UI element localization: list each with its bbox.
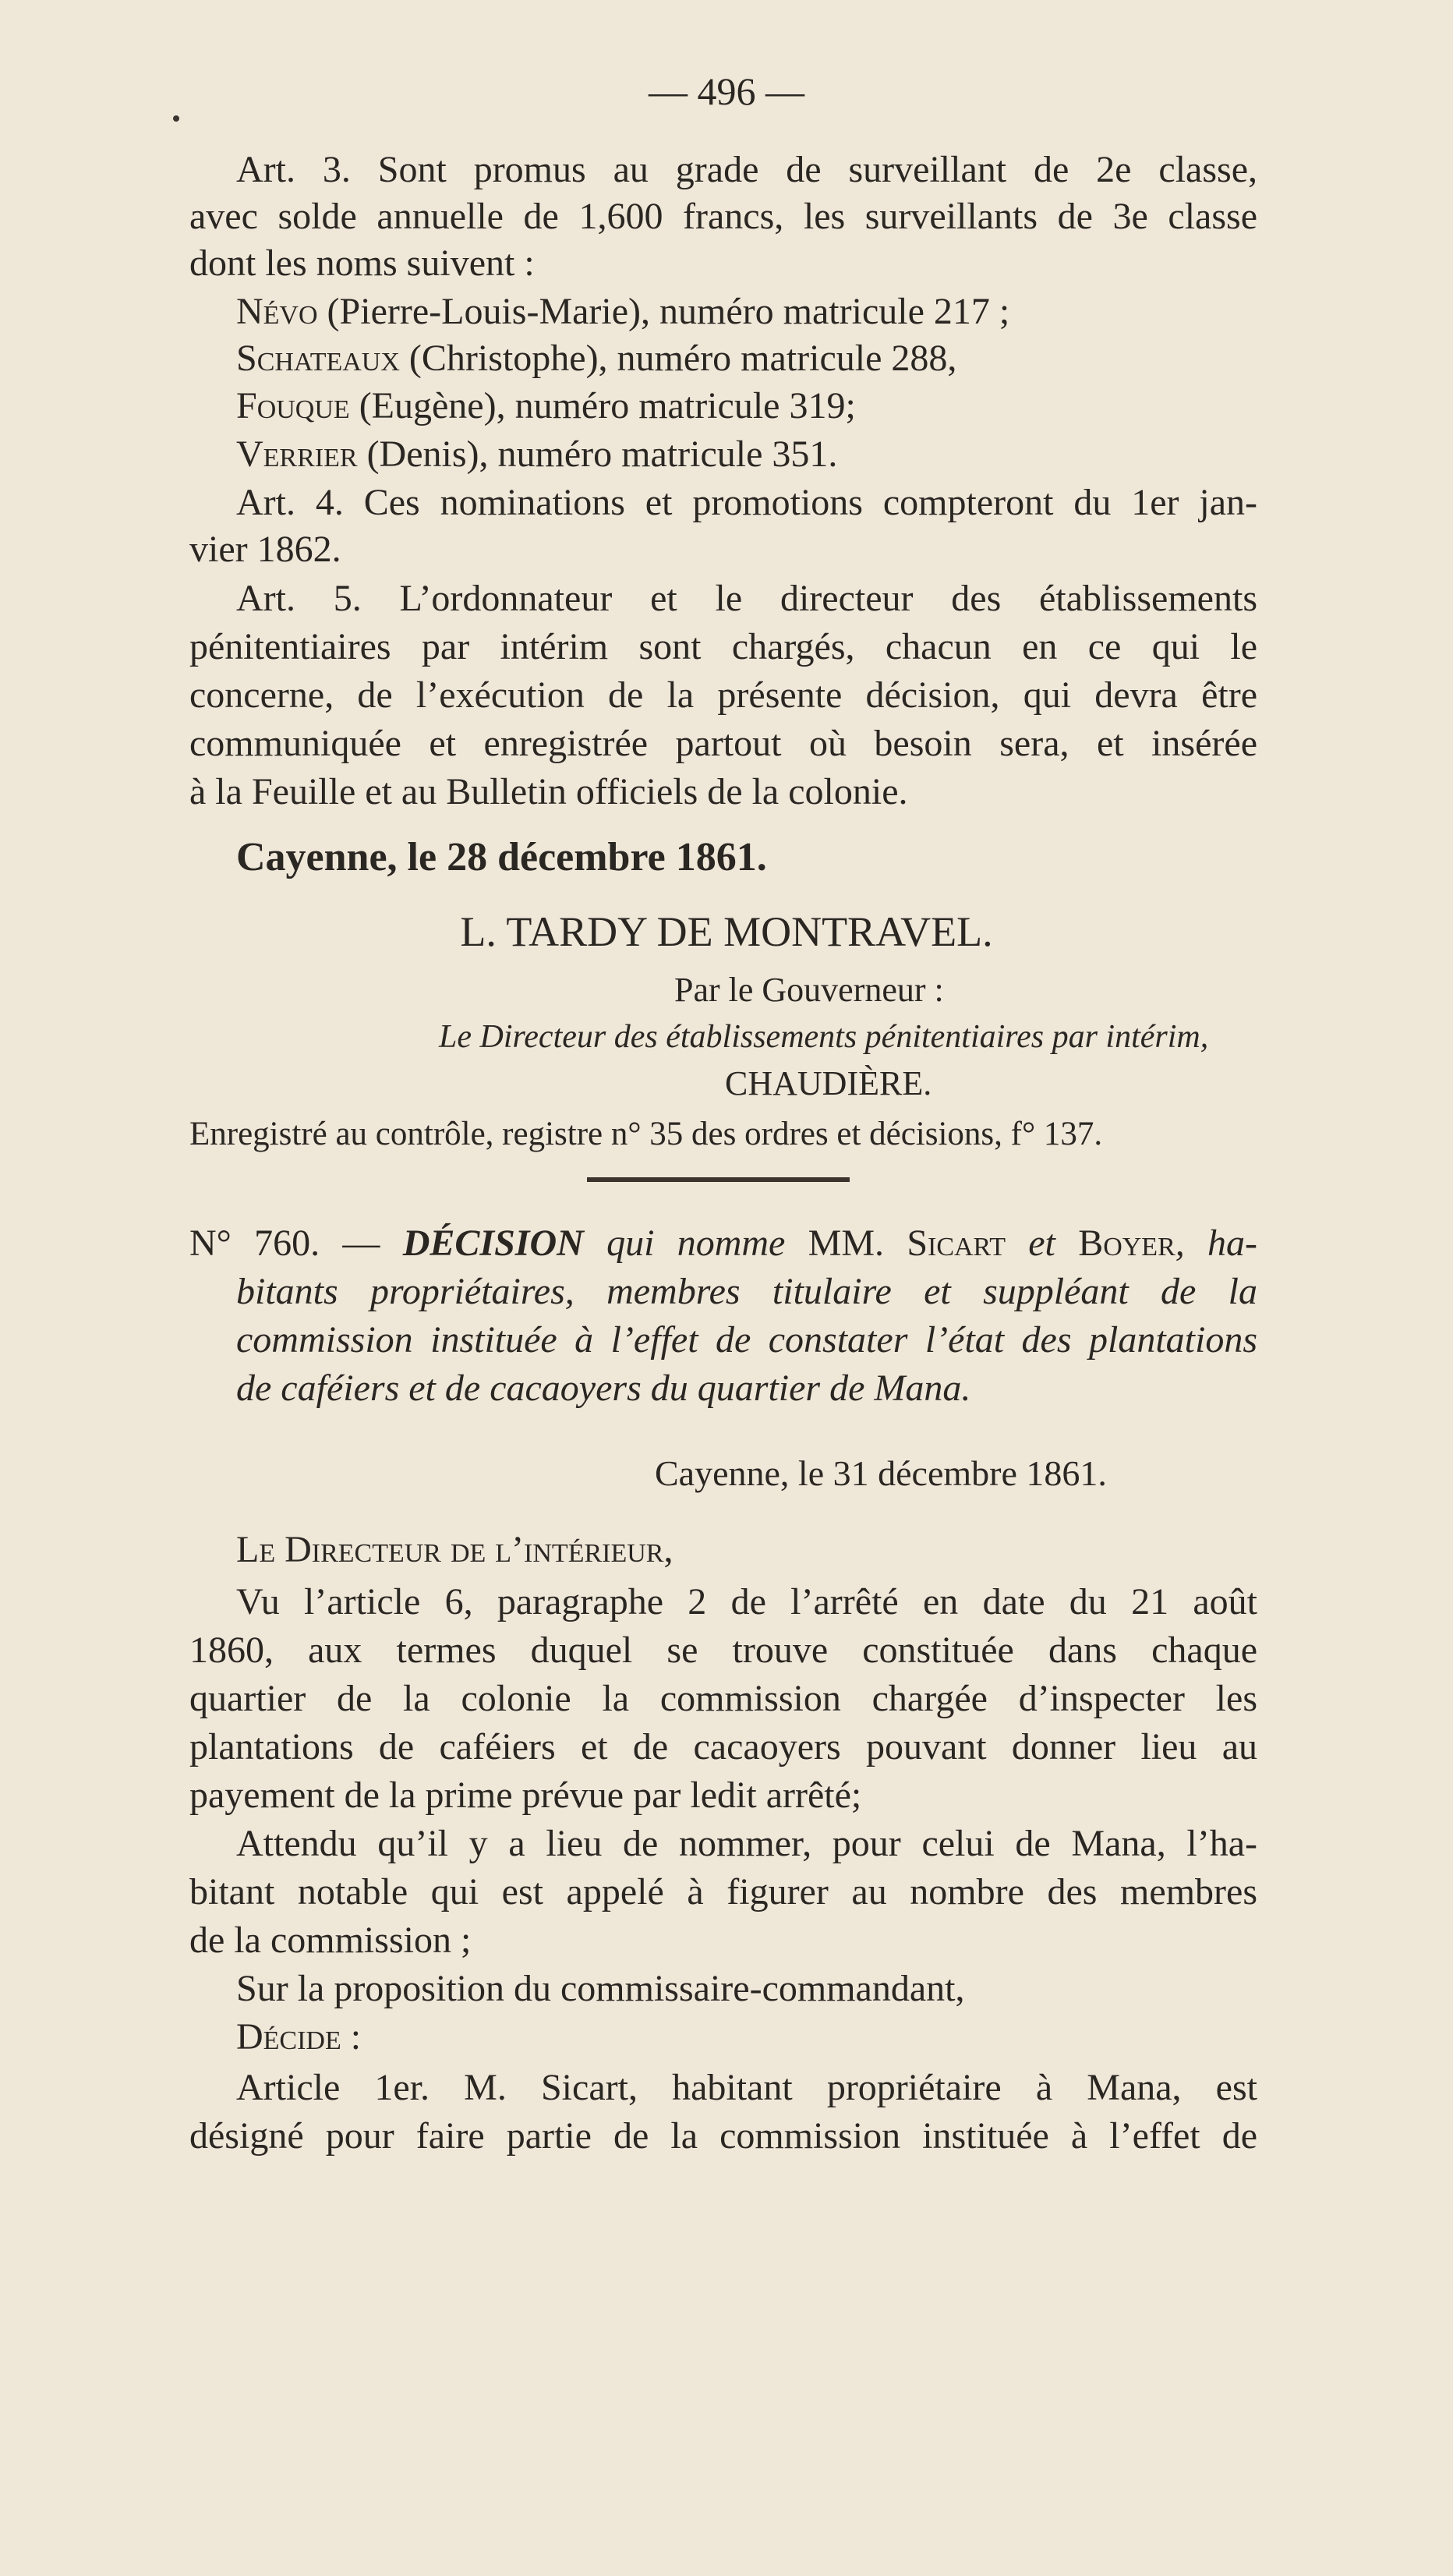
decision-number: N° 760. — [189,1223,403,1264]
name-details: (Denis), numéro matricule 351. [357,433,838,475]
art5-line-1: Art. 5. L’ordonnateur et le directeur des établissements [236,578,1257,619]
name-details: (Christophe), numéro matricule 288, [399,338,957,379]
registry-note: Enregistré au contrôle, registre n° 35 des ordres et décisions, f° 137. [189,1116,1103,1152]
heading-text: qui nomme [583,1223,808,1264]
paragraph-1-line: quartier de la colonie la commission chargée d’inspecter les [189,1678,1257,1719]
decision-heading-line-3: commission instituée à l’effet de constater l’état des plantations [236,1319,1257,1361]
paragraph-3-line: Sur la proposition du commissaire-commandant, [236,1968,965,2009]
paragraph-1-line: payement de la prime prévue par ledit arrêté; [189,1775,862,1816]
paragraph-1-line: 1860, aux termes duquel se trouve constituée dans chaque [189,1629,1257,1671]
decision-keyword: DÉCISION [402,1223,584,1264]
surname: Verrier [236,433,358,475]
paragraph-2-line: Attendu qu’il y a lieu de nommer, pour celui de Mana, l’ha- [236,1823,1257,1864]
paragraph-2-line: bitant notable qui est appelé à figurer au nombre des membres [189,1871,1257,1913]
heading-text: et [1005,1223,1079,1264]
heading-text: MM. [808,1223,907,1264]
decision-heading-line-1 [189,1220,1257,1267]
section-divider [587,1177,850,1182]
ink-speck [173,115,179,122]
decision-date: Cayenne, le 31 décembre 1861. [655,1453,1107,1493]
surname: Schateaux [236,338,400,379]
decision-heading-line-2: bitants propriétaires, membres titulaire et suppléant de la [236,1271,1257,1312]
art4-line-2: vier 1862. [189,529,341,570]
art3-line-2: avec solde annuelle de 1,600 francs, les surveillants de 3e classe [189,196,1257,237]
signature-date: Cayenne, le 28 décembre 1861. [236,835,767,879]
paragraph-1-line: plantations de caféiers et de cacaoyers pouvant donner lieu au [189,1726,1257,1767]
art3-line-3: dont les noms suivent : [189,242,535,284]
name-entry [236,383,1257,430]
name-entry [236,288,1257,335]
countersigner-name: CHAUDIÈRE. [725,1064,932,1102]
name-entry [236,335,1257,382]
name-details: (Eugène), numéro matricule 319; [349,385,856,426]
article-1-line: désigné pour faire partie de la commission instituée à l’effet de [189,2115,1257,2157]
art5-line-2: pénitentiaires par intérim sont chargés, chacun en ce qui le [189,626,1257,667]
art4-line-1: Art. 4. Ces nominations et promotions compteront du 1er jan- [236,482,1257,523]
decide-heading: Décide : [236,2016,362,2058]
paragraph-2-line: de la commission ; [189,1920,472,1961]
paragraph-1-line: Vu l’article 6, paragraphe 2 de l’arrêté en date du 21 août [236,1581,1257,1622]
art5-line-4: communiquée et enregistrée partout où besoin sera, et insérée [189,723,1257,764]
heading-surname: Sicart [907,1223,1006,1264]
article-1-line: Article 1er. M. Sicart, habitant propriétaire à Mana, est [236,2067,1257,2108]
decision-heading-line-4: de caféiers et de cacaoyers du quartier de Mana. [236,1368,971,1409]
heading-text: , ha- [1175,1223,1258,1264]
art5-line-3: concerne, de l’exécution de la présente décision, qui devra être [189,674,1257,716]
signer-name: L. TARDY DE MONTRAVEL. [460,908,993,955]
par-le-gouverneur: Par le Gouverneur : [674,971,944,1009]
page-number: — 496 — [649,69,804,113]
signer-role: Le Directeur des établissements pénitentiaires par intérim, [439,1019,1209,1055]
heading-surname: Boyer [1078,1223,1175,1264]
art3-line-1: Art. 3. Sont promus au grade de surveillant de 2e classe, [236,149,1257,190]
decision-author: Le Directeur de l’intérieur, [236,1529,673,1570]
surname: Fouque [236,385,350,426]
surname: Névo [236,291,318,332]
name-details: (Pierre-Louis-Marie), numéro matricule 217 ; [317,291,1010,332]
name-entry [236,431,1257,478]
art5-line-5: à la Feuille et au Bulletin officiels de la colonie. [189,771,908,812]
